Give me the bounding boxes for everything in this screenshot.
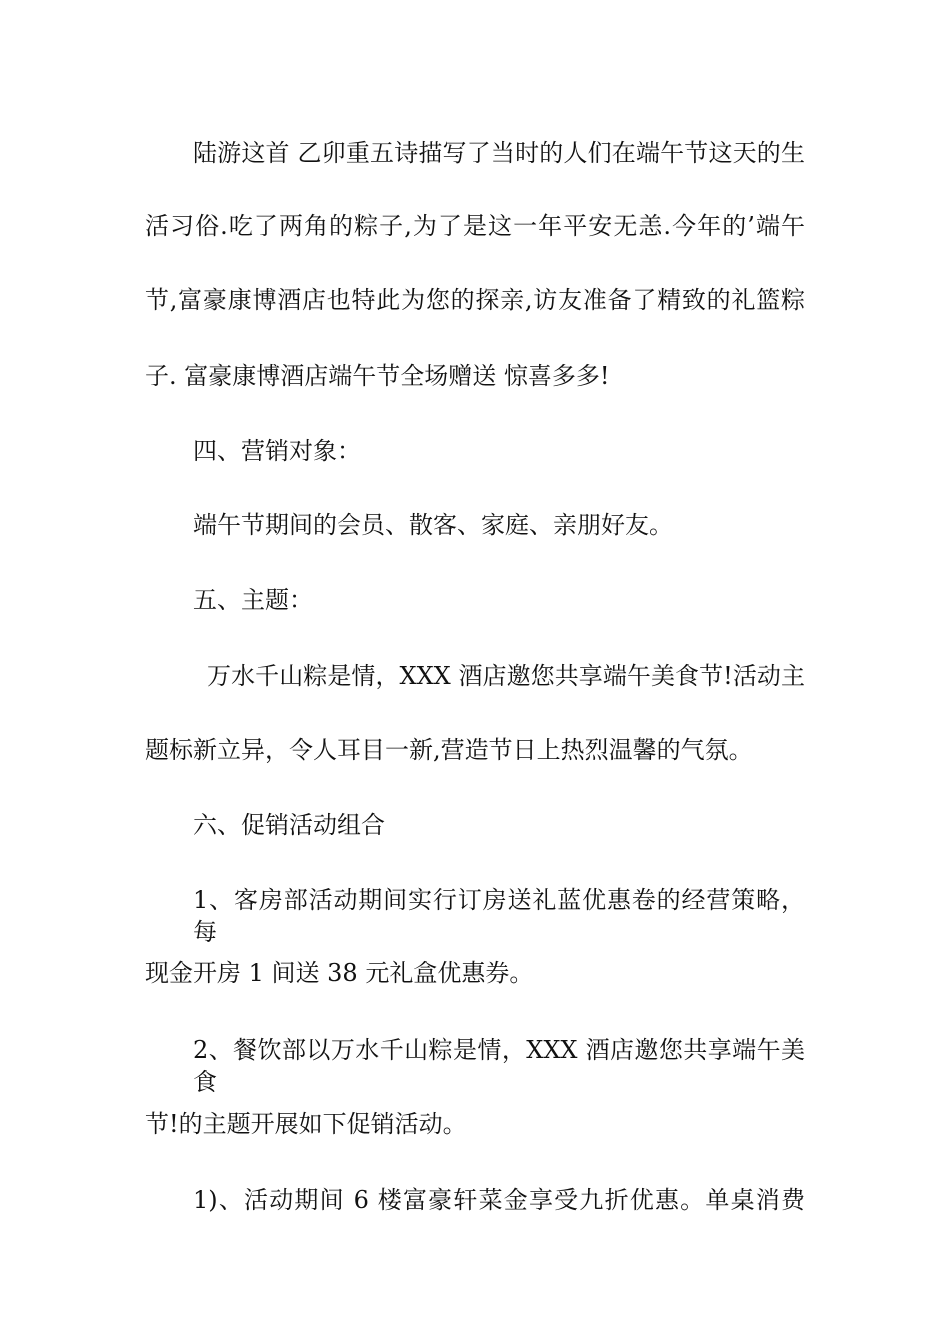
paragraph-line: 端午节期间的会员、散客、家庭、亲朋好友。 — [193, 511, 673, 539]
paragraph-line: 1、客房部活动期间实行订房送礼蓝优惠卷的经营策略，每 — [193, 886, 805, 946]
paragraph-line: 题标新立异，令人耳目一新,营造节日上热烈温馨的气氛。 — [145, 736, 753, 764]
paragraph-line: 节!的主题开展如下促销活动。 — [145, 1110, 467, 1138]
paragraph-line: 子. 富豪康博酒店端午节全场赠送 惊喜多多! — [145, 362, 610, 390]
paragraph-line: 1)、活动期间 6 楼富豪轩菜金享受九折优惠。单桌消费 — [193, 1186, 805, 1214]
paragraph-line: 现金开房 1 间送 38 元礼盒优惠券。 — [145, 959, 534, 987]
section-heading: 五、主题： — [193, 586, 313, 614]
paragraph-line: 万水千山粽是情，XXX 酒店邀您共享端午美食节!活动主 — [207, 662, 805, 690]
paragraph-line: 陆游这首 乙卯重五诗描写了当时的人们在端午节这天的生 — [193, 139, 805, 167]
paragraph-line: 活习俗.吃了两角的粽子,为了是这一年平安无恙.今年的’端午 — [145, 212, 805, 240]
section-heading: 六、促销活动组合 — [193, 811, 385, 839]
paragraph-line: 节,富豪康博酒店也特此为您的探亲,访友准备了精致的礼篮粽 — [145, 286, 805, 314]
paragraph-line: 2、餐饮部以万水千山粽是情，XXX 酒店邀您共享端午美食 — [193, 1036, 805, 1096]
section-heading: 四、营销对象： — [193, 437, 361, 465]
